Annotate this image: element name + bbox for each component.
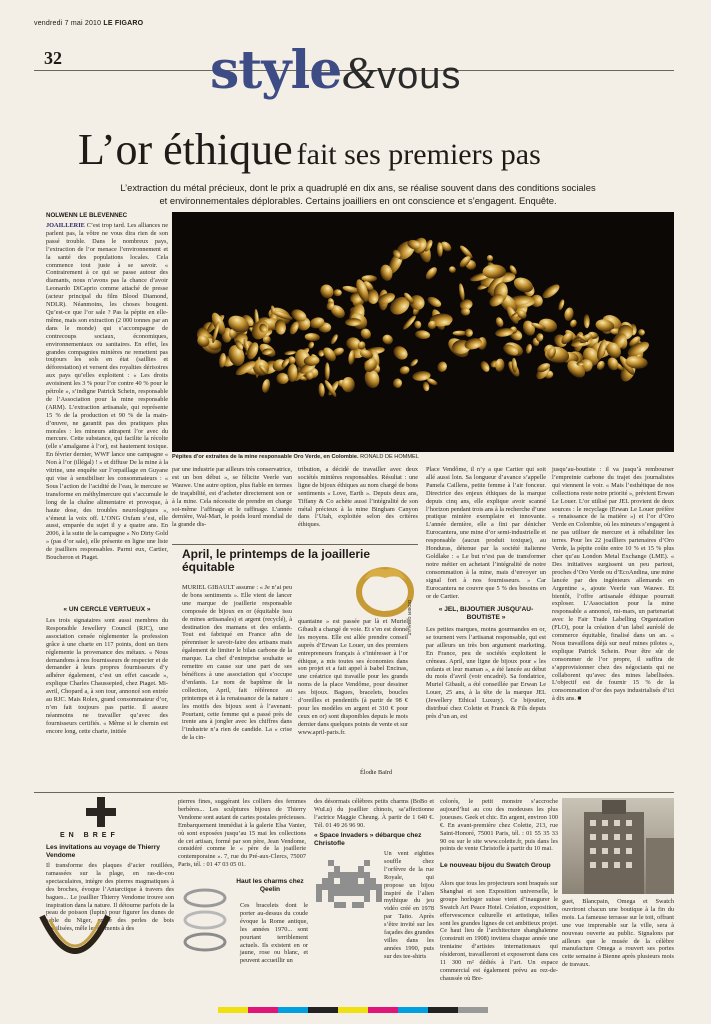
col2-body: par une industrie par ailleurs très conservatrice, est un bon début », se félicite Veerle van Wauwe. Une autre option, plus fiable en termes de traçabilité, est d’acheter directement son or à la mine. Cela nécessite de prendre en charge soi-même l’affinage et le raffinage. L’année dernière, Wal-Mart, le poids lourd mondial de la grande dis- (172, 466, 292, 529)
page-number: 32 (44, 48, 62, 68)
col5-body: jusqu’au-boutiste : il va jusqu’à rembourser l’empreinte carbone du trajet des journalistes qui viennent le voir. « Mais l’esthétique de nos collections reste notre priorité », prévient Erwan Le Louer. L’or utilisé par JEL provient de deux sources : le recyclage (Erwan Le Louer préfère « renaissance de la matière ») et l’or d’Oro Verde en Colombie, où les mineurs s’engagent à ne pas utiliser de mercure et à réhabiliter les terres. Pour les 22 joailliers partenaires d’Oro Verde, la pépite coûte entre 10 % et 15 % plus cher qu’au London Metal Exchange (LME). « Des initiatives surgissent un peu partout, proches d’Oro Verde ou d’EcoAndina, une mine lancée par des ingénieurs allemands en Argentine », ajoute Veerle van Wauwe. Et bientôt, l’offre artisanale éthique pourrait exploser. L’Association pour la mine responsable a annoncé, mi-mars, un partenariat avec le Fair Trade Labelling Organization (FLO), pour la création d’un label auréolé de commerce équitable, finalisé dans un an. « Nous travaillons déjà sur neuf mines pilotes », explique Patrick Schein. Pour être sûr de consommer de l’or propre, il suffira de s’approvisionner chez des négociants qui ne collaborent qu’avec des mines labellisées. L’objectif est de fournir 15 % de la consommation d’or des pays industrialisés d’ici à dix ans. ■ (552, 466, 674, 703)
col4-body-2: Les petites marques, moins gourmandes en or, se tournent vers l’artisanat responsable, qui est par ailleurs un très bon argument marketing. En France, peu de sociétés exploitent le créneau. April, une ligne de bijoux pour « les enfants et leur maman », a été lancée au début du mois d’avril (voir encadré). Sa fondatrice, Muriel Gibault, a été conseillée par Erwan Le Louer, 25 ans, à la tête de la marque JEL (Jewellery Ethical Luxury). Ce bijoutier, distribué chez Colette et Franck & Fils depuis près d’un an, est (426, 626, 546, 720)
gold-nugget (415, 330, 431, 340)
bref-vendome-title: Les invitations au voyage de Thierry Vendome (46, 844, 160, 859)
gold-nuggets-photo (172, 212, 674, 452)
swatch-hotel-photo (562, 798, 674, 894)
gold-nugget (448, 265, 457, 274)
col1-subhead: « UN CERCLE VERTUEUX » (63, 606, 151, 613)
gold-nugget (458, 283, 466, 301)
gold-nugget (284, 350, 296, 356)
gold-nugget (521, 319, 537, 337)
gold-nugget (637, 329, 645, 337)
bref-swatch-title: Le nouveau bijou du Swatch Group (440, 862, 551, 869)
gold-nugget (424, 265, 439, 281)
masthead (210, 40, 461, 101)
gold-nugget (426, 295, 443, 309)
gold-nugget (392, 378, 402, 389)
gold-nugget (362, 275, 378, 282)
bref-qeelin-text-2: des désormais célèbres petits charms (BoBo et WuLu) du joaillier chinois, sa’affectionne l’actrice Maggie Cheung. À partir de 1 640 €. Tél. 01 49 26 96 90. (314, 798, 434, 829)
header-date: vendredi 7 mai 2010 LE FIGARO (34, 20, 144, 27)
byline: NOLWENN LE BLEVENNEC (46, 212, 128, 219)
gold-nugget (276, 372, 290, 385)
april-signature: Élodie Baïrd (360, 769, 393, 776)
gold-nugget (391, 343, 410, 362)
april-title: April, le printemps de la joaillerie équitable (182, 547, 371, 574)
april-text-1: MURIEL GIBAULT assume : « Je n’ai peu de bons sentiments ». Elle vient de lancer une marque de joaillerie responsable composée de bijoux en or (équitable issu de mines artisanales) et argent (recyclé), à destination des mamans et des enfants. Tout est fabriqué en France afin de pérenniser le savoir-faire des artisans mais également de limiter le bilan carbone de la marque. La chef d’entreprise souhaite se remettre en cause sur une part de ses bénéfices à une association qui s’occupe d’enfants. Le nom de baptême de la collection, April, fait référence au printemps et à la renaissance de la nature : les motifs des bijoux sont à l’avenant. Pourtant, cette femme qui a passé près de trente ans à jongler avec les chiffres dans l’industrie n’a rien de candide. La « crise de la cin- (182, 584, 292, 742)
bref-christofle-text-2: colorés, le petit monstre s’accroche aujourd’hui au cou des modeuses les plus joueuses. Geek et chic. En argent, environ 100 €. En avant-première chez Colette, 213, rue Saint-Honoré, 75001 Paris, tél. : 01 55 35 33 90 ou sur le site www.colette.fr, puis dans les points de vente Christofle à partir du 10 mai. (440, 798, 558, 853)
col4-body: Place Vendôme, il n’y a que Cartier qui soit allé aussi loin. Sa longueur d’avance s’appelle Pamela Caillens, petite femme à l’air fonceur. Directrice des enjeux éthiques de la marque depuis cinq ans, elle explique avoir scanné l’horizon pendant trois ans à la recherche d’une pratique minière exemplaire et innovante. L’année dernière, elle a fini par dénicher Eurocantera, une mine d’or semi-industrielle et responsable (aucun produit toxique), au Honduras, détenue par la société italienne Goldlake : « Le but n’est pas de transformer notre métier en achetant l’intégralité de notre consommation à la mine, mais d’envoyer un signal fort à nos fournisseurs. » Car Eurocantera ne couvre que 5 % des besoins en or de Cartier. (426, 466, 546, 600)
gold-nugget (342, 377, 355, 392)
masthead-amp: & (341, 47, 378, 98)
bref-qeelin-text: Ces bracelets dont le porter au-dessus du coude évoque la Rome antique, les années 1970... sont pourtant terriblement actuels. Ils existent en or jaune, rose ou blanc, et peuvent accueillir un (240, 902, 308, 965)
bref-qeelin-title: Haut les charms chez Qeelin (236, 878, 304, 893)
kicker: JOAILLERIE (46, 222, 85, 229)
gold-nugget (399, 365, 411, 375)
col3-body: tribution, a décidé de travailler avec deux sociétés minières responsables. Résultat : une ligne de bijoux éthiques au nom chargé de bons sentiments « Love, Earth ». Depuis deux ans, Tiffany & Co achète aussi l’intégralité de son métal précieux à la mine Bingham Canyon dans l’Utah, exploitée selon des critères éthiques. (298, 466, 418, 529)
bracelet-photo (180, 880, 230, 960)
necklace-photo (36, 906, 114, 978)
gold-nugget (479, 360, 491, 374)
gold-nugget (414, 320, 422, 329)
gold-nugget (381, 333, 395, 347)
space-invader-photo (316, 860, 382, 924)
headline (78, 124, 541, 175)
masthead-vous: vous (377, 55, 462, 97)
color-calibration-bar (218, 1000, 488, 1006)
headline-part1: L’or éthique (78, 125, 293, 174)
masthead-style: style (210, 40, 342, 101)
col1-body: JOAILLERIE C’est trop tard. Les alliances ne parlent pas, la vôtre ne vous dira rien de son passé trouble. Dans le nombreux pays, l’extraction de l’or menace l’environnement et la santé des populations locales. Cela commence tout juste à se savoir. « Contrairement à ce qui se passe autour des diamants, nous n’avons pas la chance d’avoir Leonardo DiCaprio comme attaché de presse (acteur principal du film Blood Diamond, NDLR). Néanmoins, les choses bougent. Qu’est-ce que l’or sale ? Pas la pépite en elle-même, mais son extraction (2 000 tonnes par an dans le monde) qui s’accompagne de contrecoups sociaux, économiques, environnementaux ou sanitaires. En effet, les grandes compagnies minières ne remettent pas toujours les sols en état (saillies et déforestation) et versent des royalties dérisoires aux pays qu’elles exploitent : « Les droits avoisinent les 3 % pour l’or contre 40 % pour le pétrole », s’indigne Patrick Schein, responsable de l’Association pour la mine responsable (ARM). L’extraction artisanale, qui représente 15 % de la production et 90 % de la main-d’œuvre, ne garantit pas des pratiques plus morales : les mineurs attrapent l’or avec du mercure. Cette substance, qui facilite la récolte (elle s’amalgame à l’or), est hautement toxique. En février dernier, WWF lance une campagne « Non à l’or (illégal) ! » et diffuse De la mine à la vitrine, une enquête sur l’orpaillage en Guyane qui vise à sensibiliser les consommateurs : « Sous l’action de l’acidité de l’eau, le mercure se transforme en méthylmercure qui s’accumule le long de la chaîne alimentaire et provoque, à haute dose, des troubles neurologiques », s’émeut la voix off. L’ONG Oxfam s’est, elle aussi, emparée du sujet il y a quatre ans. En 2006, à la suite de la campagne « No Dirty Gold » (pas d’or sale), elle présente en ligne une liste de joailliers responsables. Parmi eux, Cartier, Boucheron et Piaget. (46, 222, 169, 562)
gold-nugget (525, 343, 533, 354)
lead: L’extraction du métal précieux, dont le prix a quadruplé en dix ans, se réalise souvent dans des conditions sociales et environnementales déplorables. Certains joailliers en ont conscience et s’engagent. Enquête. (120, 182, 596, 206)
plus-icon (86, 797, 116, 827)
gold-nuggets-illustration (172, 212, 674, 452)
bref-swatch-text: Alors que tous les projecteurs sont braqués sur Shanghai et son Exposition universelle, le groupe horloger suisse vient d’inaugurer le Swatch Art Peace Hotel. Création, exposition, effervescence culturelle et artistique, telles sont les grandes lignes de cet ambitieux projet. Ce haut lieu de l’architecture shanghaïenne (construit en 1908) invitera chaque année une trentaine d’artistes internationaux qui résideront, travailleront et exposeront dans ces 11 300 m² dédiés à l’art. Un espace commercial est également prévu au rez-de-chaussée où Bre- (440, 880, 558, 982)
gold-nugget (304, 332, 320, 341)
april-photo-credit: DIDIER GIBAULT (407, 600, 412, 636)
gold-nugget (409, 358, 419, 368)
col4-subhead: « JEL, BIJOUTIER JUSQU’AU-BOUTISTE » (438, 606, 534, 621)
gold-nugget (540, 282, 561, 301)
gold-nugget (494, 316, 504, 328)
bref-vendome-text-cont (116, 912, 174, 978)
photo-caption: Pépites d’or extraites de la mine responsable Oro Verde, en Colombie. RONALD DE HOMMEL (172, 454, 419, 460)
en-bref-label: EN BREF (60, 832, 119, 839)
col1-body-2: Les trois signataires sont aussi membres du Responsible Jewellery Council (RJC), une association censée réglementer la profession grâce à une charte en 117 points, dont un tiers réglemente la provenance des métaux. « Nous demandons à nos fournisseurs de respecter et de demander à leurs propres fournisseurs d’y adhérer également, c’est un effet cascade », explique Charles Chaussepied, chez Piaget. Mi-avril, Chopard a, à son tour, annoncé son entrée au RJC. Mais Rolex, grand consommateur d’or, n’en fait toujours pas partie. Il assure néanmoins ne travailler qu’avec des fournisseurs certifiés. « Même si le chemin est encore long, cette charte, initiée (46, 617, 168, 735)
gold-nugget (584, 314, 590, 328)
bref-christofle-text: Un vent eighties souffle chez l’orfèvre de la rue Royale, qui propose un bijou inspiré de l’alien mythique du jeu vidéo créé en 1978 par Taito. Après s’être invité sur les façades des grandes villes dans les années 1990, puis sur des tee-shirts (384, 850, 434, 960)
gold-nugget (333, 289, 342, 296)
gold-nugget (318, 383, 325, 397)
gold-nugget (483, 265, 506, 279)
gold-nugget (318, 282, 336, 301)
gold-nugget (463, 327, 474, 338)
gold-nugget (329, 333, 339, 345)
bref-swatch-text-2: guet, Blancpain, Omega et Swatch ouvriront chacun une boutique à la fin du mois. La fameuse terrasse sur le toit, offrant une vue imprenable sur la ville, sera à nouveau ouverte au public. Signalons par ailleurs que le musée de la célèbre manufacture Omega a rouvert ses portes cette semaine à Bienne après plusieurs mois de travaux. (562, 898, 674, 969)
gold-nugget (325, 363, 330, 381)
gold-nugget (485, 254, 494, 263)
gold-nugget (495, 358, 505, 372)
gold-nugget (563, 307, 574, 322)
gold-nugget (606, 356, 621, 372)
april-text-2: quantaine » est passée par là et Muriel Gibault a changé de voie. Et s’en est donné les moyens. Elle est allée prendre conseil auprès d’Erwan Le Louer, un des premiers entrepreneurs français à s’intéresser à l’or éthique, a mis toutes ses économies dans son projet et a fait appel à Isabel Encinas, une créatrice qui travaille pour les grands noms de la place Vendôme, pour dessiner ses bijoux. Bagues, bracelets, boucles d’oreilles et pendentifs (à partir de 98 € pour les modèles en argent et 310 € pour ceux en or) sont disponibles depuis le mois dernier dans quelques points de vente et sur www.april-paris.fr. (298, 618, 408, 736)
gold-nugget (261, 378, 271, 393)
gold-nugget (436, 360, 449, 373)
gold-nugget (557, 299, 565, 311)
bref-vendome-text-2: pierres fines, suggérant les colliers des femmes berbères... Les sculptures bijoux de Thierry Vendome sont autant de cartes postales précieuses. Embarquement immédiat à la galerie Elsa Vanier, où sont exposées jusqu’au 15 mai les collections de cet artisan, formé par son père, Jean Vendome, considéré comme le « père de la joaillerie contemporaine ». 7, rue du Pré-aux-Clercs, 75007 Paris, tél. : 01 47 03 05 01. (178, 798, 306, 869)
headline-part2: fait ses premiers pas (296, 138, 541, 171)
bref-vendome-text: Il transforme des plaques d’acier rouillées, ramassées sur la plage, en ras-de-cou spectaculaires, intègre des pierres magmatiques à des broches, évoque l’Antarctique à travers des bagues... Le joaillier Thierry Vendome trouve son inspiration dans la nature. Il détourne parfois de la peau de poisson (lupin) pour figurer les dunes de sable du Niger, enfile des perles de bois fossilisées, mêle les éléments à des (46, 862, 174, 933)
bref-christofle-title: « Space Invaders » débarque chez Christofle (314, 832, 422, 847)
